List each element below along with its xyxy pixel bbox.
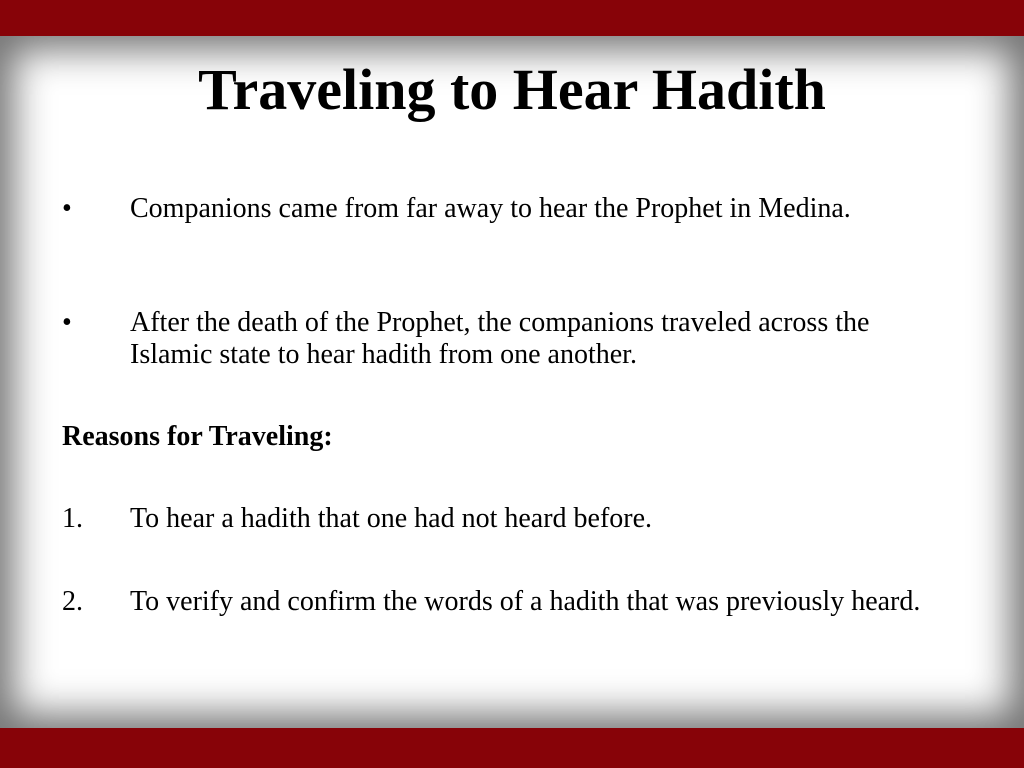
slide-content-area [0, 36, 1024, 728]
numbered-text: To verify and confirm the words of a hadith that was previously heard. [130, 586, 921, 617]
bullet-item [62, 307, 922, 371]
number-marker: 2. [62, 586, 83, 617]
bottom-border-bar [0, 728, 1024, 768]
numbered-item [62, 503, 922, 535]
bullet-item [62, 193, 922, 225]
top-border-bar [0, 0, 1024, 36]
bullet-text: After the death of the Prophet, the companions traveled across the Islamic state to hear hadith from one another. [130, 307, 870, 370]
bullet-text: Companions came from far away to hear the Prophet in Medina. [130, 193, 851, 224]
number-marker: 1. [62, 503, 83, 534]
bullet-marker: • [62, 307, 72, 338]
numbered-item [62, 586, 922, 618]
reasons-heading: Reasons for Traveling: [62, 421, 333, 452]
numbered-text: To hear a hadith that one had not heard before. [130, 503, 653, 534]
bullet-marker: • [62, 193, 72, 224]
slide-title: Traveling to Hear Hadith [198, 57, 826, 122]
